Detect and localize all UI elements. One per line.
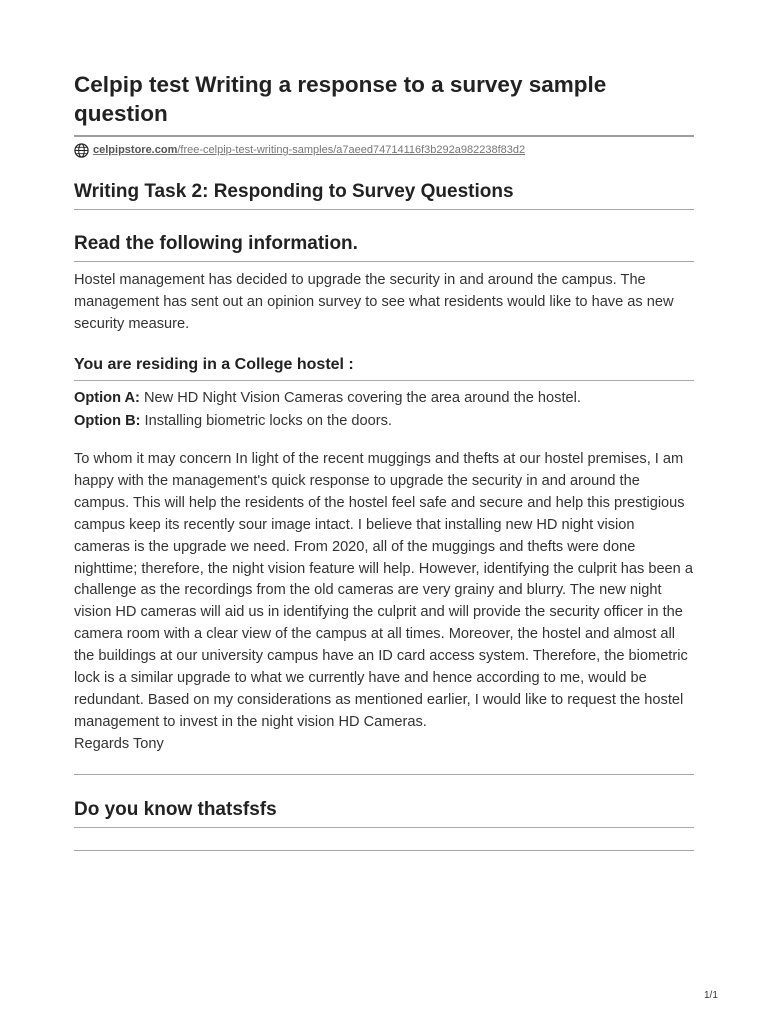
response-divider (74, 774, 694, 775)
option-b-text: Installing biometric locks on the doors. (140, 413, 392, 429)
task-heading-divider (74, 209, 694, 210)
residing-heading: You are residing in a College hostel : (74, 356, 354, 373)
response-body: To whom it may concern In light of the recent muggings and thefts at our hostel premises, I am happy with the management's quick response to upgrade the security in and around the campus. This will help the residents of the hostel feel safe and secure and help this prestigious campus keep its recently sour image intact. I believe that installing new HD night vision cameras is the upgrade we need. From 2020, all of the muggings and thefts were done nighttime; therefore, the night vision feature will help. However, identifying the culprit has been a challenge as the recordings from the old cameras are very grainy and blurry. The new night vision HD cameras will aid us in identifying the culprit and will provide the security officer in the camera room with a clear view of the campus at all times. Moreover, the hostel and almost all the buildings at our university campus have an ID card access system. Therefore, the biometric lock is a similar upgrade to what we currently have and hence according to me, would be redundant. Based on my considerations as mentioned earlier, I would like to request the hostel management to invest in the night vision HD Cameras. (74, 451, 693, 730)
source-line (74, 141, 525, 159)
option-a (74, 388, 694, 410)
page-number: 1/1 (704, 990, 718, 1001)
option-b-label: Option B: (74, 413, 141, 429)
residing-heading-divider (74, 380, 694, 381)
bottom-divider (74, 850, 694, 851)
option-a-text: New HD Night Vision Cameras covering the area around the hostel. (139, 390, 581, 406)
option-b (74, 411, 694, 433)
task-heading: Writing Task 2: Responding to Survey Questions (74, 181, 514, 202)
title-divider (74, 135, 694, 137)
read-heading-divider (74, 261, 694, 262)
response-signoff: Regards Tony (74, 735, 164, 752)
source-domain: celpipstore.com (93, 144, 178, 156)
source-url-link[interactable] (93, 143, 525, 157)
read-heading: Read the following information. (74, 233, 358, 254)
document-title: Celpip test Writing a response to a survey sample question (74, 72, 607, 126)
source-path: /free-celpip-test-writing-samples/a7aeed74714116f3b292a982238f83d2 (177, 144, 526, 156)
intro-paragraph: Hostel management has decided to upgrade the security in and around the campus. The management has sent out an opinion survey to see what residents would like to have as new security measure. (74, 272, 674, 332)
response-paragraph (74, 449, 694, 756)
globe-icon (74, 143, 89, 158)
know-heading-divider (74, 827, 694, 828)
know-heading: Do you know thatsfsfs (74, 799, 277, 820)
option-a-label: Option A: (74, 390, 140, 406)
